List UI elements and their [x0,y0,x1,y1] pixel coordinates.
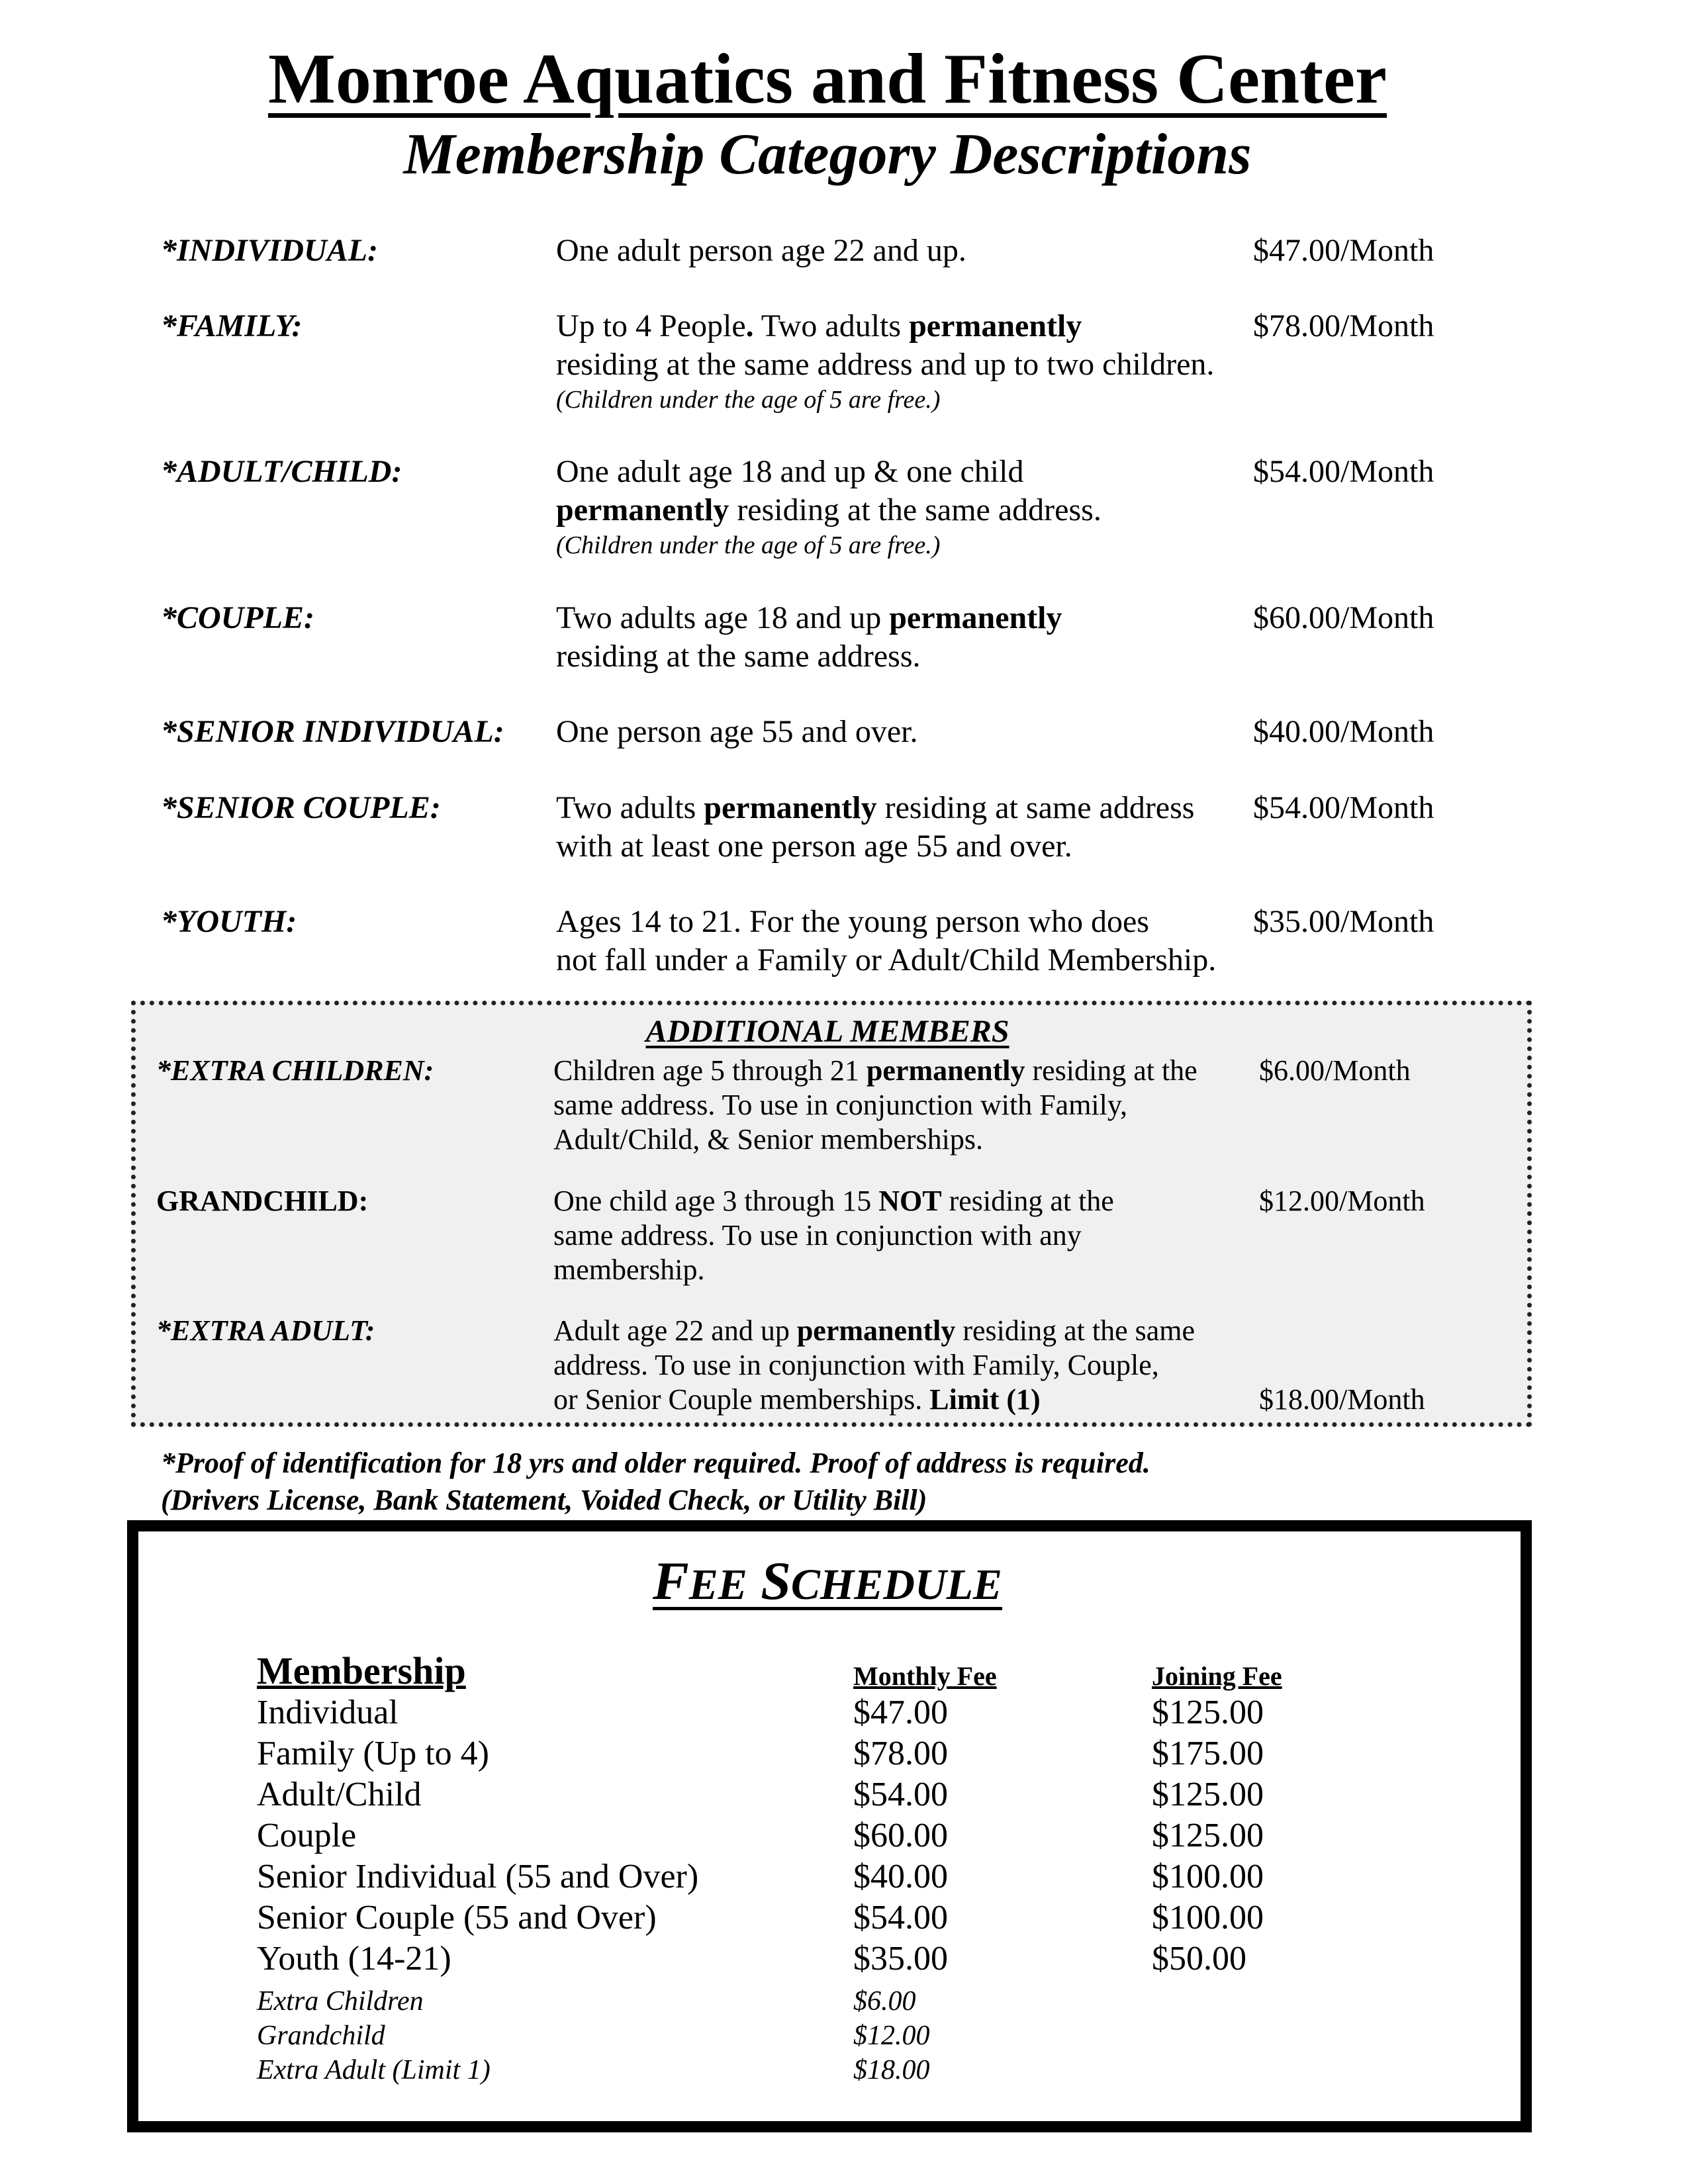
additional-member-price: $18.00/Month [1259,1383,1425,1416]
category-description [556,713,1231,751]
category-description [556,599,1231,676]
fee-monthly-cell: $40.00 [853,1858,948,1895]
fee-monthly-cell: $12.00 [853,2021,930,2051]
fee-title-smallcaps: EE [688,1561,747,1609]
category-price: $54.00/Month [1253,454,1434,489]
fee-membership-cell: Senior Individual (55 and Over) [257,1858,699,1895]
category-price: $78.00/Month [1253,308,1434,343]
description-line: address. To use in conjunction with Family, Couple, [553,1349,1159,1381]
category-description [556,307,1231,416]
category-description [556,453,1231,561]
fee-membership-cell: Grandchild [257,2021,385,2051]
description-line: same address. To use in conjunction with any [553,1219,1082,1251]
fee-membership-cell: Adult/Child [257,1776,422,1813]
additional-member-price: $12.00/Month [1259,1185,1425,1217]
description-line: residing at the same address. [556,639,921,674]
category-name: *ADULT/CHILD: [161,454,402,489]
additional-member-name: *EXTRA CHILDREN: [156,1054,434,1087]
additional-member-description [553,1054,1282,1157]
category-description [556,232,1231,270]
proof-note-line: (Drivers License, Bank Statement, Voided Check, or Utility Bill) [161,1484,927,1516]
fee-monthly-cell: $78.00 [853,1735,948,1772]
category-name: *FAMILY: [161,308,303,343]
fee-joining-cell: $50.00 [1152,1940,1246,1978]
fee-monthly-cell: $35.00 [853,1940,948,1978]
fee-table-row-additional [0,2017,1688,2055]
description-line: membership. [553,1253,705,1286]
fee-table-row-additional [0,1982,1688,2021]
fee-joining-cell: $175.00 [1152,1735,1264,1772]
page-title-text: Monroe Aquatics and Fitness Center [268,40,1387,118]
description-line: permanently residing at the same address. [556,492,1102,527]
fee-table-row [0,1774,1688,1815]
fee-monthly-cell: $18.00 [853,2055,930,2085]
category-price: $60.00/Month [1253,600,1434,635]
page-title [0,40,1655,120]
fee-table-row-additional [0,2051,1688,2089]
category-price: $47.00/Month [1253,233,1434,268]
category-name: *SENIOR COUPLE: [161,790,441,825]
fee-table-row [0,1692,1688,1733]
description-line: Adult/Child, & Senior memberships. [553,1123,983,1156]
category-name: *INDIVIDUAL: [161,233,379,268]
additional-members-heading [0,1013,1655,1051]
description-line: same address. To use in conjunction with Family, [553,1089,1128,1121]
fee-joining-cell: $100.00 [1152,1899,1264,1936]
fee-membership-cell: Couple [257,1817,357,1854]
fee-monthly-cell: $54.00 [853,1776,948,1813]
description-line: with at least one person age 55 and over. [556,829,1072,864]
fee-monthly-cell: $60.00 [853,1817,948,1854]
category-price: $54.00/Month [1253,790,1434,825]
fee-joining-cell: $125.00 [1152,1694,1264,1731]
fee-membership-cell: Individual [257,1694,399,1731]
description-line: Ages 14 to 21. For the young person who does [556,904,1149,939]
column-header-joining-fee: Joining Fee [1152,1661,1282,1691]
fee-membership-cell: Senior Couple (55 and Over) [257,1899,657,1936]
fee-joining-cell: $125.00 [1152,1817,1264,1854]
fee-title-letter: S [761,1551,791,1611]
fee-membership-cell: Youth (14-21) [257,1940,451,1978]
category-name: *SENIOR INDIVIDUAL: [161,714,504,749]
additional-member-name: GRANDCHILD: [156,1185,369,1217]
fee-monthly-cell: $6.00 [853,1986,916,2017]
category-price: $35.00/Month [1253,904,1434,939]
fee-table-row [0,1815,1688,1856]
category-description [556,789,1231,866]
description-line: not fall under a Family or Adult/Child Membership. [556,942,1217,978]
additional-member-price: $6.00/Month [1259,1054,1411,1087]
fee-joining-cell: $125.00 [1152,1776,1264,1813]
category-price: $40.00/Month [1253,714,1434,749]
fee-title-smallcaps: CHEDULE [790,1561,1002,1609]
description-line: One adult person age 22 and up. [556,233,966,268]
fee-table-row [0,1733,1688,1774]
proof-note [161,1445,1150,1519]
fee-membership-cell: Family (Up to 4) [257,1735,489,1772]
fee-joining-cell: $100.00 [1152,1858,1264,1895]
fee-table-row [0,1897,1688,1938]
age-note: (Children under the age of 5 are free.) [556,531,941,559]
description-line: Up to 4 People. Two adults permanently [556,308,1082,343]
fee-table-row [0,1938,1688,1979]
description-line: residing at the same address and up to two children. [556,347,1215,382]
fee-monthly-cell: $47.00 [853,1694,948,1731]
description-line: Children age 5 through 21 permanently residing at the [553,1054,1197,1087]
additional-member-description [553,1314,1282,1417]
proof-note-line: *Proof of identification for 18 yrs and older required. Proof of address is required. [161,1447,1150,1479]
description-line: or Senior Couple memberships. Limit (1) [553,1383,1041,1416]
column-header-monthly-fee: Monthly Fee [853,1661,997,1691]
additional-member-name: *EXTRA ADULT: [156,1314,375,1347]
fee-membership-cell: Extra Children [257,1986,424,2017]
age-note: (Children under the age of 5 are free.) [556,386,941,414]
fee-table-row [0,1856,1688,1897]
additional-member-description [553,1184,1282,1287]
fee-monthly-cell: $54.00 [853,1899,948,1936]
column-header-membership: Membership [257,1649,466,1692]
category-name: *COUPLE: [161,600,314,635]
description-line: Two adults age 18 and up permanently [556,600,1062,635]
description-line: One person age 55 and over. [556,714,918,749]
category-description [556,903,1231,979]
fee-title-letter: F [653,1551,689,1611]
description-line: One adult age 18 and up & one child [556,454,1024,489]
fee-schedule-title [0,1551,1655,1611]
description-line: Adult age 22 and up permanently residing at the same [553,1314,1196,1347]
description-line: Two adults permanently residing at same address [556,790,1195,825]
category-name: *YOUTH: [161,904,297,939]
additional-members-heading-text: ADDITIONAL MEMBERS [645,1014,1009,1049]
description-line: One child age 3 through 15 NOT residing at the [553,1185,1114,1217]
page-subtitle: Membership Category Descriptions [403,122,1252,187]
fee-membership-cell: Extra Adult (Limit 1) [257,2055,491,2085]
